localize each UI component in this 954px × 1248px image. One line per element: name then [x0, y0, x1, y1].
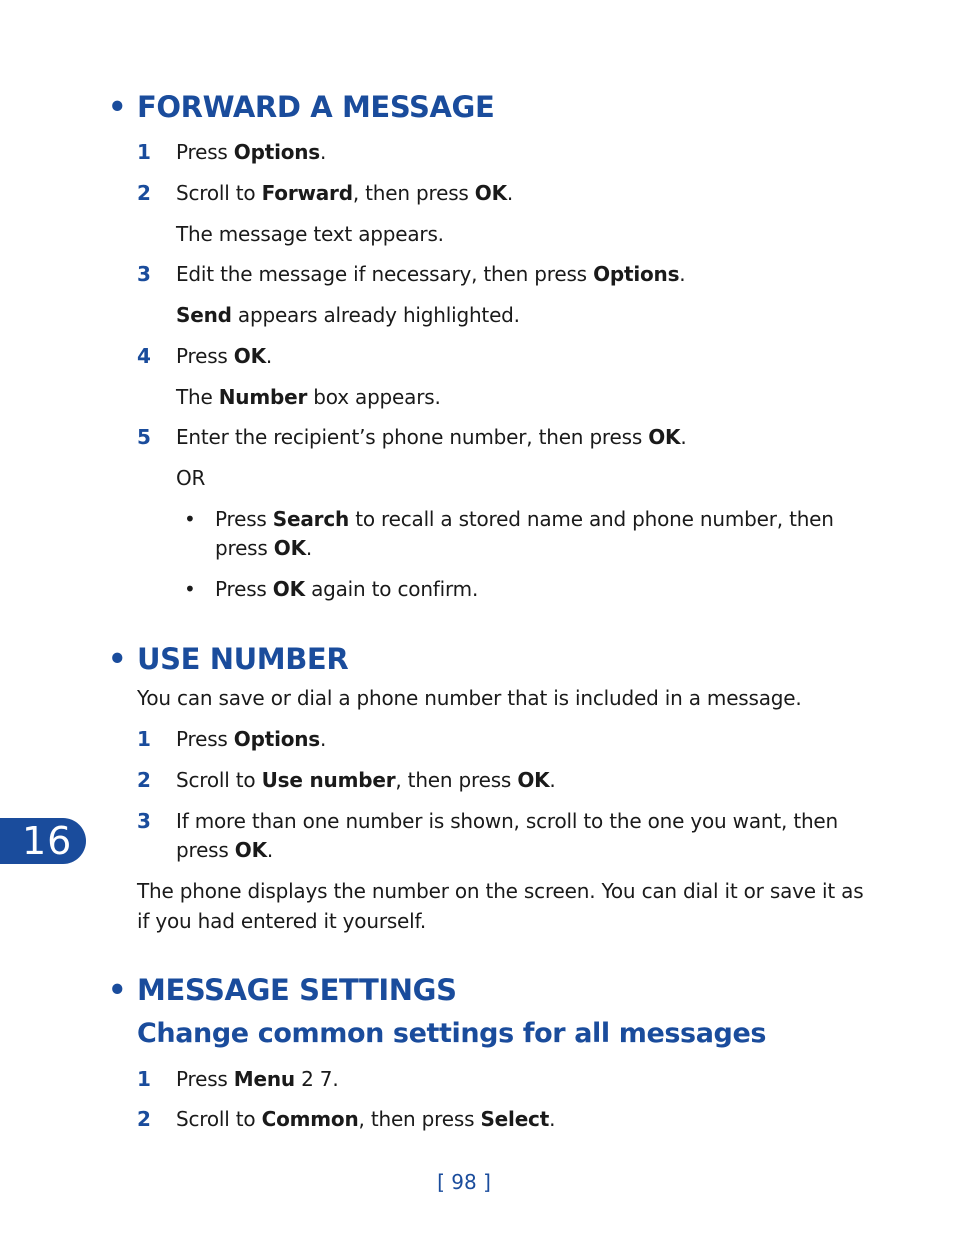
list-item-continuation: press OK.	[215, 536, 313, 560]
step-text: Scroll to Forward, then press OK.	[176, 181, 514, 205]
step-note: Send appears already highlighted.	[176, 303, 520, 327]
step-number: 4	[137, 344, 151, 368]
list-bullet: •	[184, 507, 196, 531]
section-heading-forward-a-message: • FORWARD A MESSAGE	[108, 90, 495, 124]
list-item: Press Search to recall a stored name and phone number, then	[215, 507, 834, 531]
step-number: 1	[137, 140, 151, 164]
list-item: Press OK again to confirm.	[215, 577, 479, 601]
list-bullet: •	[184, 577, 196, 601]
step-text: Enter the recipient’s phone number, then press OK.	[176, 425, 687, 449]
step-text: Press Options.	[176, 727, 327, 751]
or-text: OR	[176, 466, 206, 490]
step-number: 2	[137, 1107, 151, 1131]
subsection-heading: Change common settings for all messages	[137, 1018, 767, 1049]
step-number: 1	[137, 1067, 151, 1091]
step-note: The message text appears.	[176, 222, 444, 246]
step-number: 3	[137, 809, 151, 833]
step-text: Press Options.	[176, 140, 327, 164]
step-text: Scroll to Common, then press Select.	[176, 1107, 556, 1131]
step-number: 2	[137, 181, 151, 205]
step-number: 3	[137, 262, 151, 286]
section-heading-message-settings: • MESSAGE SETTINGS	[108, 973, 457, 1007]
step-text: If more than one number is shown, scroll to the one you want, then	[176, 809, 839, 833]
page-number: [ 98 ]	[437, 1170, 491, 1194]
outro-text: The phone displays the number on the screen. You can dial it or save it as	[137, 879, 864, 903]
step-number: 5	[137, 425, 151, 449]
step-text: Press OK.	[176, 344, 273, 368]
step-text: Edit the message if necessary, then press Options.	[176, 262, 686, 286]
chapter-tab: 16	[0, 818, 86, 864]
intro-text: You can save or dial a phone number that is included in a message.	[137, 686, 802, 710]
section-heading-use-number: • USE NUMBER	[108, 642, 349, 676]
step-number: 1	[137, 727, 151, 751]
step-text: Scroll to Use number, then press OK.	[176, 768, 556, 792]
step-text-continuation: press OK.	[176, 838, 274, 862]
step-note: The Number box appears.	[176, 385, 441, 409]
outro-text-continuation: if you had entered it yourself.	[137, 909, 427, 933]
step-number: 2	[137, 768, 151, 792]
step-text: Press Menu 2 7.	[176, 1067, 339, 1091]
